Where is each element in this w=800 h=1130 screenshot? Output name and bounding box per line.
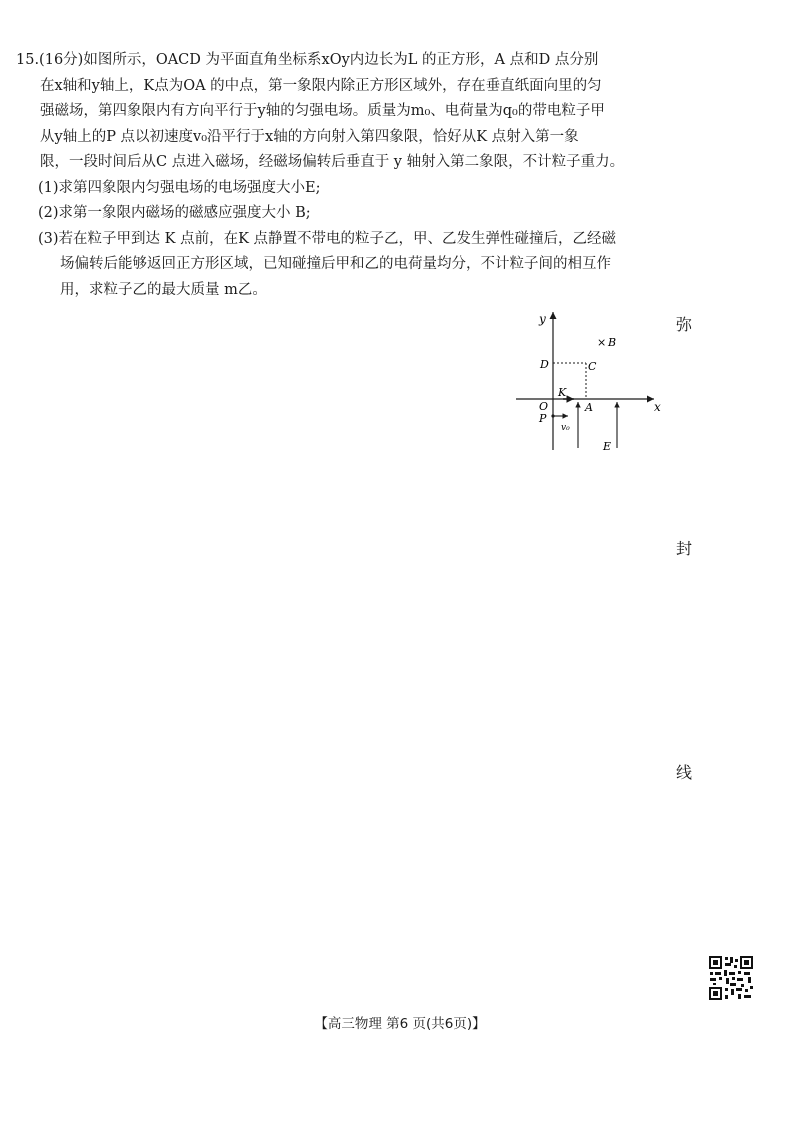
label-a: A [585,401,593,414]
problem-stem-line-2: 在x轴和y轴上，K点为OA 的中点，第一象限内除正方形区域外，存在垂直纸面向里的匀 [40,77,602,94]
problem-stem-line-4: 从y轴上的P 点以初速度v₀沿平行于x轴的方向射入第四象限，恰好从K 点射入第一象 [40,128,579,145]
label-p: P [539,412,547,425]
binding-line-char-3: 线 [676,763,693,782]
label-o: O [539,400,549,413]
binding-line-char-2: 封 [676,539,693,558]
problem-stem-line-5: 限，一段时间后从C 点进入磁场，经磁场偏转后垂直于 y 轴射入第二象限，不计粒子重力。 [40,154,625,170]
binding-line-char-1: 弥 [676,315,693,334]
label-b: B [608,336,617,349]
magnetic-field-cross: × [597,336,607,349]
problem-stem-line-3: 强磁场，第四象限内有方向平行于y轴的匀强电场。质量为m₀、电荷量为q₀的带电粒子甲 [40,103,605,119]
point-p [551,414,554,417]
label-k: K [558,386,567,399]
label-x: x [654,400,661,414]
question-part-3-line-1: (3)若在粒子甲到达 K 点前，在K 点静置不带电的粒子乙，甲、乙发生弹性碰撞后，乙经磁 [38,230,617,247]
qr-code-icon [708,955,754,1001]
question-part-3-line-3: 用，求粒子乙的最大质量 m乙。 [60,281,267,298]
problem-stem-line-1: 15.(16分)如图所示，OACD 为平面直角坐标系xOy内边长为L 的正方形，A 点和D 点分别 [16,52,599,68]
question-part-3-line-2: 场偏转后能够返回正方形区域，已知碰撞后甲和乙的电荷量均分，不计粒子间的相互作 [60,256,611,272]
label-v0: v₀ [561,423,570,433]
label-e: E [603,440,612,453]
question-part-1: (1)求第四象限内匀强电场的电场强度大小E; [38,179,321,196]
label-c: C [588,360,597,373]
label-y: y [539,312,546,326]
coordinate-figure [508,306,668,456]
problem-15 [16,48,666,303]
label-d: D [540,358,549,371]
question-part-2: (2)求第一象限内磁场的磁感应强度大小 B; [38,205,311,221]
page-footer: 【高三物理 第6 页(共6页)】 [314,1016,486,1032]
